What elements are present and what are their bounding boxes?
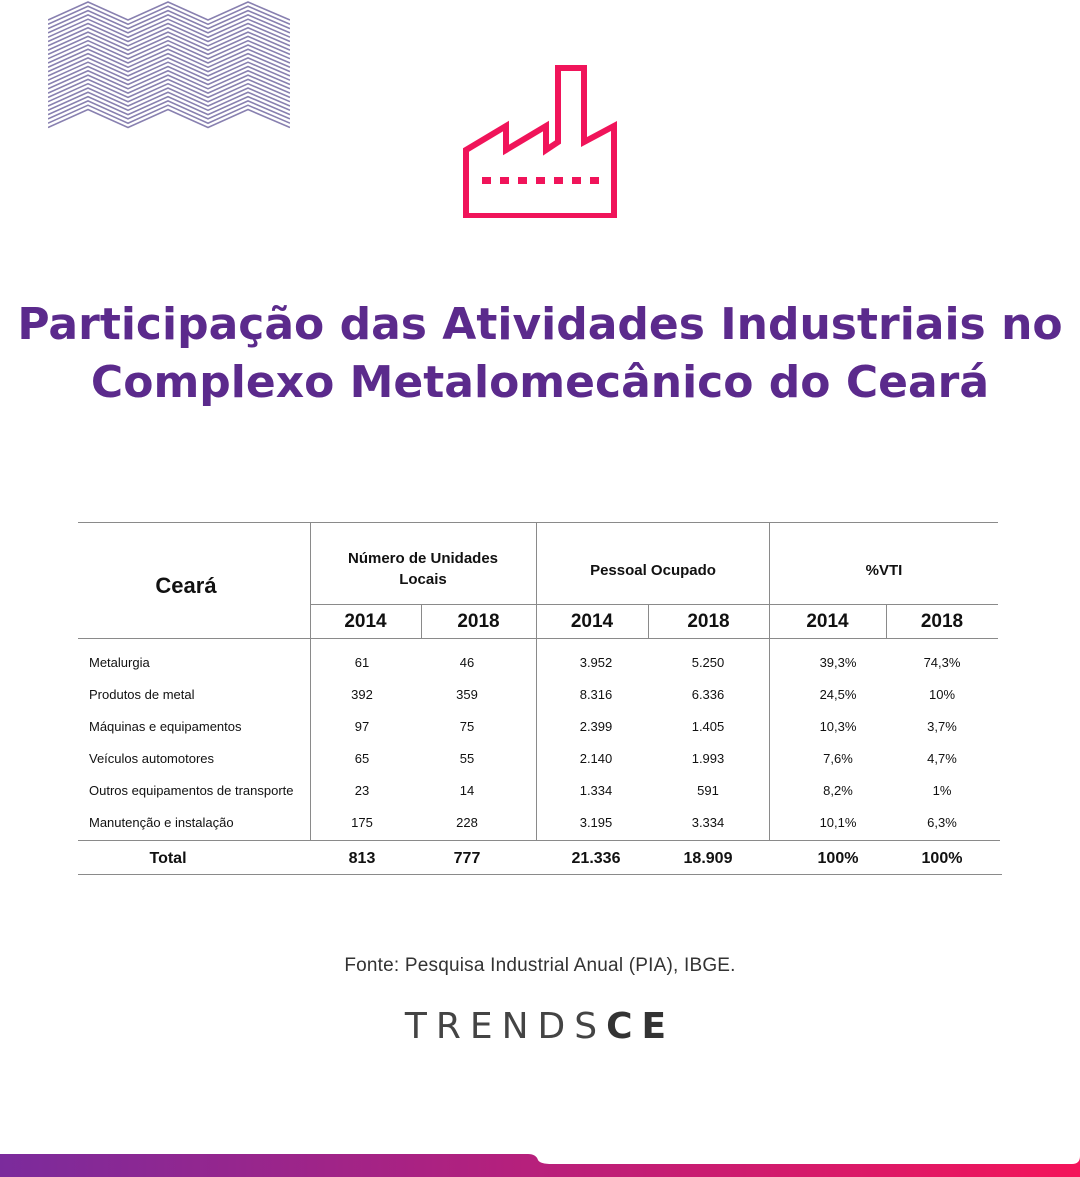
year-header: 2014 — [806, 611, 849, 632]
row-label: Produtos de metal — [89, 687, 195, 702]
table-cell: 3.334 — [691, 815, 725, 830]
table-cell: 39,3% — [819, 655, 857, 670]
table-cell: 175 — [351, 815, 373, 830]
table-cell: 7,6% — [823, 751, 853, 766]
table-cell: 10,3% — [819, 719, 857, 734]
table-cell: 8,2% — [823, 783, 853, 798]
table-cell: 3.195 — [579, 815, 613, 830]
table-cell: 61 — [354, 655, 370, 670]
total-value: 18.909 — [683, 850, 733, 867]
year-header: 2018 — [920, 611, 964, 632]
table-cell: 97 — [354, 719, 370, 734]
total-value: 813 — [348, 850, 376, 867]
table-cell: 55 — [459, 751, 475, 766]
table-cell: 75 — [459, 719, 475, 734]
table-cell: 23 — [354, 783, 370, 798]
group-header-vti: %VTI — [865, 562, 903, 579]
table-cell: 1% — [932, 783, 952, 798]
table-cell: 74,3% — [923, 655, 961, 670]
table-cell: 2.140 — [579, 751, 613, 766]
gradient-footer-bar — [0, 1154, 1080, 1177]
chevron-stripe — [48, 105, 290, 123]
table-top-rule — [78, 522, 998, 523]
row-label: Outros equipamentos de transporte — [89, 783, 294, 798]
group-header-units: Número de Unidades Locais — [347, 550, 499, 588]
table-cell: 6.336 — [691, 687, 725, 702]
brand-text-bold: CE — [606, 1006, 676, 1047]
industry-table — [78, 522, 1002, 876]
table-cell: 14 — [459, 783, 475, 798]
table-cell: 10% — [928, 687, 956, 702]
header-bottom-rule — [78, 638, 998, 639]
year-row-top-rule — [310, 604, 998, 605]
table-cell: 3,7% — [927, 719, 957, 734]
total-value: 777 — [453, 850, 481, 867]
group-header-personnel: Pessoal Ocupado — [590, 562, 716, 579]
source-note: Fonte: Pesquisa Industrial Anual (PIA), IBGE. — [344, 955, 736, 976]
total-value: 100% — [817, 850, 859, 867]
table-cell: 5.250 — [691, 655, 725, 670]
chevron-stripe — [48, 110, 290, 128]
brand-text-light: TRENDS — [404, 1006, 607, 1047]
year-header: 2018 — [687, 611, 730, 632]
title-line-1: Participação das Atividades Industriais no — [17, 299, 1063, 350]
chevron-stripes-decoration — [48, 0, 290, 135]
table-cell: 1.405 — [691, 719, 725, 734]
row-label: Manutenção e instalação — [89, 815, 234, 830]
table-cell: 1.993 — [691, 751, 725, 766]
total-top-rule — [78, 840, 1000, 841]
table-cell: 1.334 — [579, 783, 613, 798]
title-line-2: Complexo Metalomecânico do Ceará — [90, 357, 990, 408]
region-header: Ceará — [155, 573, 217, 598]
table-cell: 65 — [354, 751, 370, 766]
year-header: 2014 — [344, 611, 387, 632]
table-cell: 591 — [697, 783, 719, 798]
table-cell: 228 — [456, 815, 478, 830]
table-cell: 10,1% — [819, 815, 857, 830]
table-cell: 4,7% — [927, 751, 957, 766]
year-header: 2018 — [457, 611, 500, 632]
table-cell: 24,5% — [819, 687, 857, 702]
row-label: Veículos automotores — [89, 751, 215, 766]
total-value: 100% — [921, 850, 963, 867]
table-cell: 359 — [456, 687, 478, 702]
row-label: Metalurgia — [89, 655, 150, 670]
table-cell: 392 — [351, 687, 373, 702]
table-cell: 46 — [459, 655, 475, 670]
table-cell: 3.952 — [579, 655, 613, 670]
table-cell: 2.399 — [579, 719, 613, 734]
page-title — [0, 296, 1080, 412]
table-cell: 8.316 — [579, 687, 613, 702]
total-label: Total — [149, 850, 187, 867]
total-value: 21.336 — [571, 850, 621, 867]
brand-logo — [0, 1006, 1080, 1047]
table-cell: 6,3% — [927, 815, 957, 830]
row-label: Máquinas e equipamentos — [89, 719, 242, 734]
table-bottom-rule — [78, 874, 1002, 875]
year-header: 2014 — [570, 611, 614, 632]
factory-icon — [462, 64, 618, 218]
